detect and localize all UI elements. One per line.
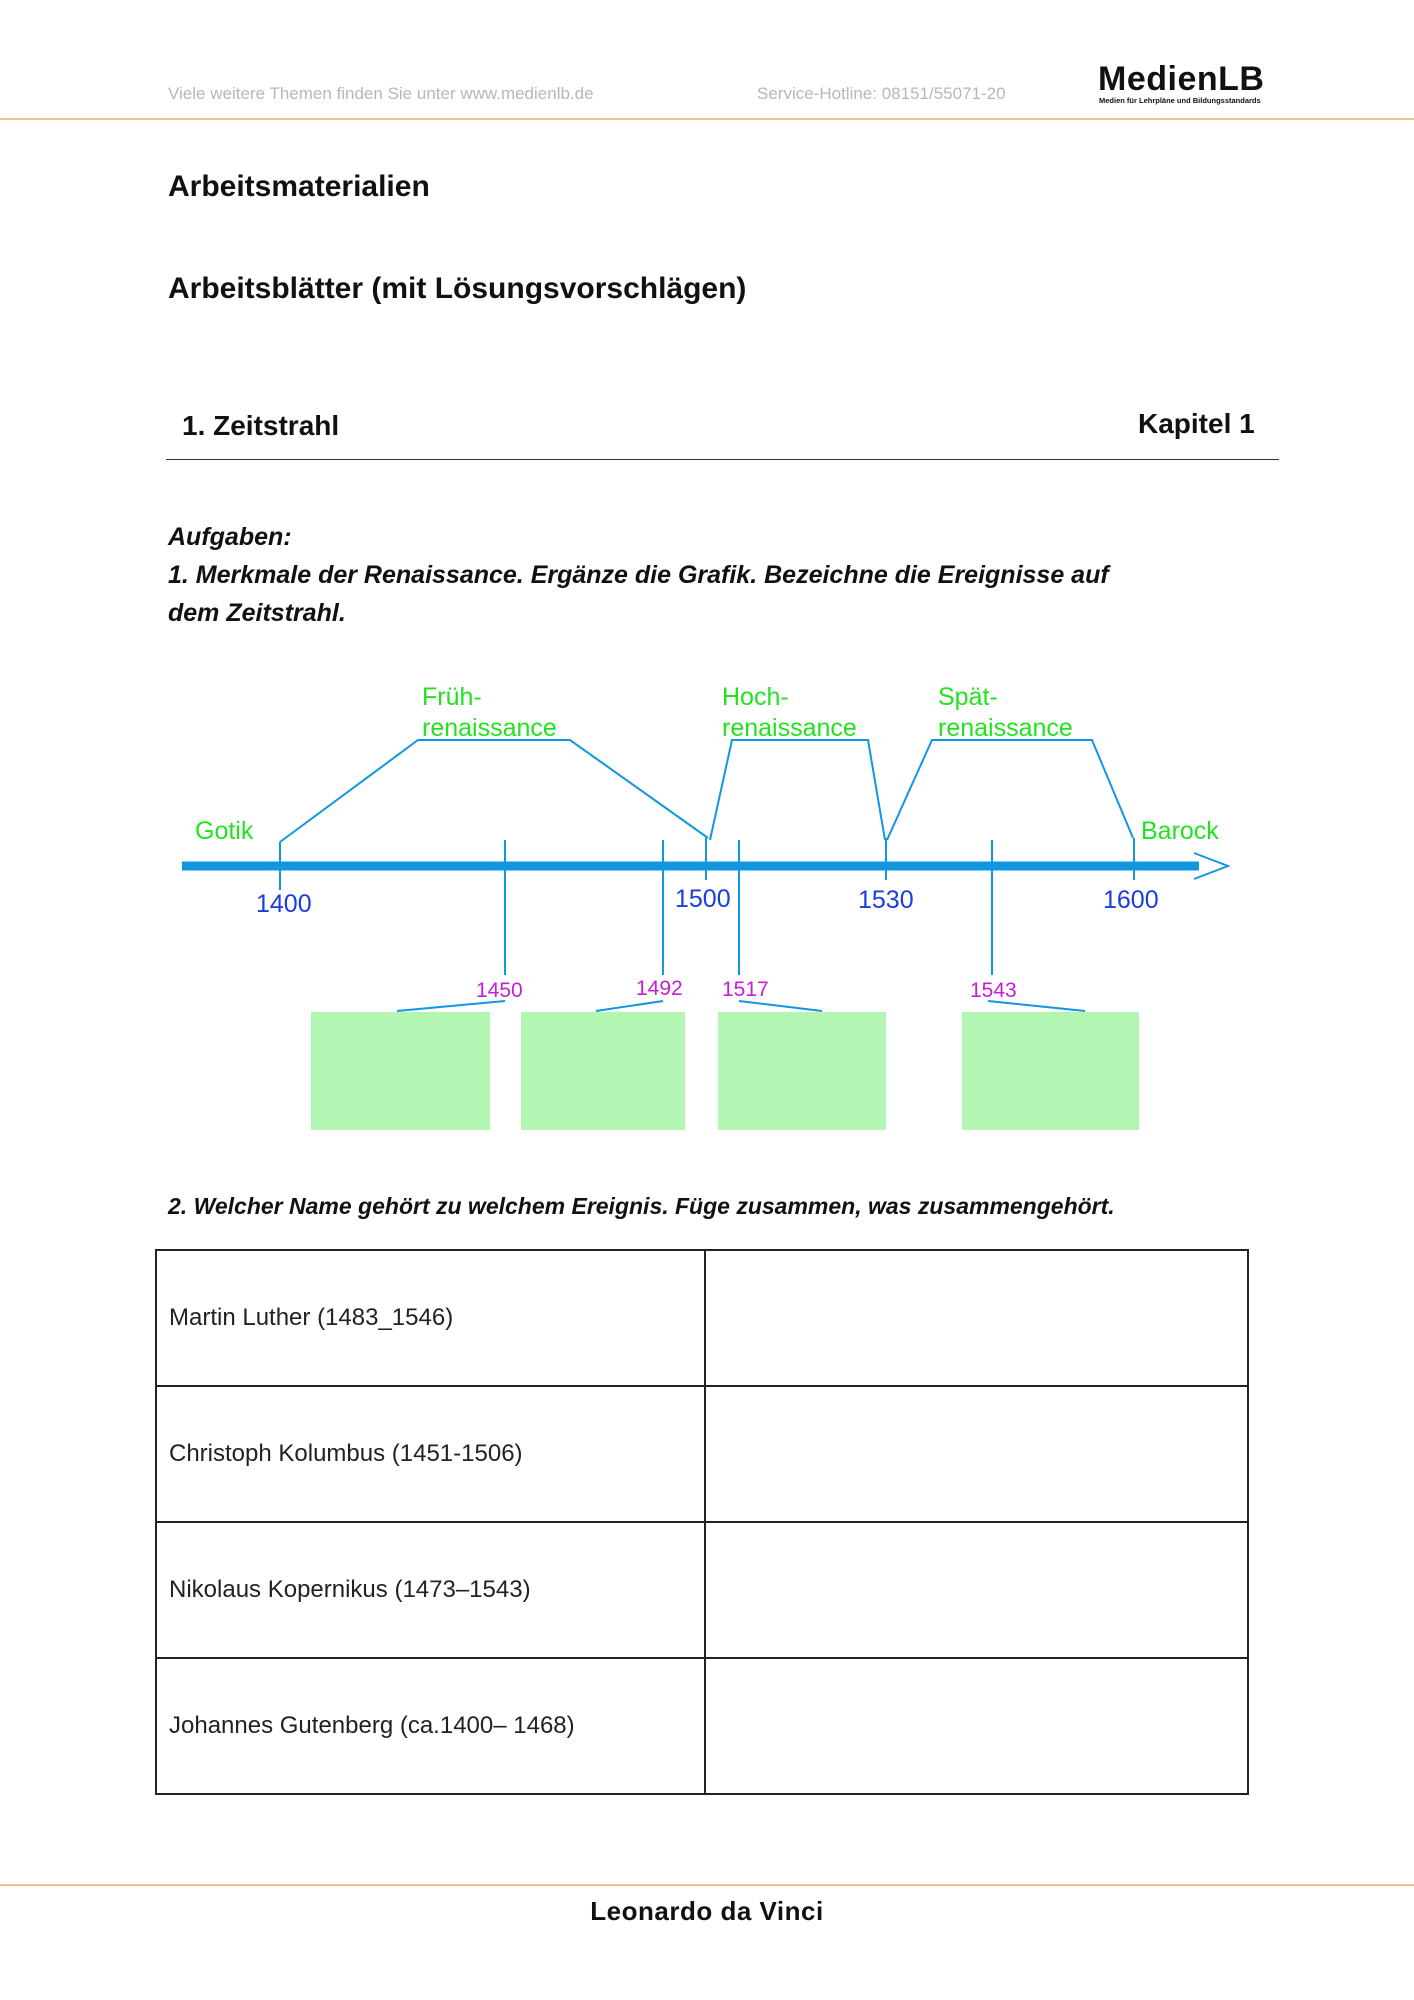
connector-1543 [988, 1001, 1085, 1011]
answer-cell[interactable] [705, 1250, 1248, 1386]
answer-box-1543 [962, 1012, 1139, 1130]
epoch-gotik: Gotik [195, 817, 254, 845]
period-frueh-line2: renaissance [422, 714, 557, 742]
matching-table [155, 1249, 1249, 1795]
event-1543: 1543 [970, 979, 1017, 1002]
event-1492: 1492 [636, 977, 683, 1000]
chapter-label: Kapitel 1 [1138, 408, 1255, 439]
name-cell: Martin Luther (1483_1546) [156, 1250, 705, 1386]
event-1450: 1450 [476, 979, 523, 1002]
period-frueh-line1: Früh- [422, 683, 482, 711]
year-1530: 1530 [858, 886, 914, 914]
bracket-spaetrenaissance [887, 740, 1133, 840]
heading-arbeitsmaterialien: Arbeitsmaterialien [168, 170, 430, 203]
heading-arbeitsblaetter: Arbeitsblätter (mit Lösungsvorschlägen) [168, 272, 747, 305]
task-label: Aufgaben: [168, 523, 292, 551]
table-row [156, 1250, 1248, 1386]
logo-tagline: Medien für Lehrpläne und Bildungsstandards [1099, 96, 1261, 105]
epoch-barock: Barock [1141, 817, 1219, 845]
connector-1492 [596, 1001, 663, 1011]
name-cell: Christoph Kolumbus (1451-1506) [156, 1386, 705, 1522]
answer-box-1517 [718, 1012, 886, 1130]
year-1600: 1600 [1103, 886, 1159, 914]
timeline-arrowhead [1194, 853, 1228, 879]
footer-title: Leonardo da Vinci [590, 1896, 824, 1926]
bracket-fruehrenaissance [280, 740, 708, 842]
answer-cell[interactable] [705, 1386, 1248, 1522]
answer-box-1492 [521, 1012, 685, 1130]
connector-1517 [739, 1001, 822, 1011]
table-row [156, 1658, 1248, 1794]
answer-cell[interactable] [705, 1658, 1248, 1794]
year-1500: 1500 [675, 885, 731, 913]
period-spaet-line1: Spät- [938, 683, 998, 711]
table-row [156, 1522, 1248, 1658]
period-spaet-line2: renaissance [938, 714, 1073, 742]
task1-line1: 1. Merkmale der Renaissance. Ergänze die Grafik. Bezeichne die Ereignisse auf [168, 561, 1109, 589]
period-hoch-line1: Hoch- [722, 683, 789, 711]
task2-text: 2. Welcher Name gehört zu welchem Ereignis. Füge zusammen, was zusammengehört. [168, 1193, 1115, 1219]
year-1400: 1400 [256, 890, 312, 918]
bracket-hochrenaissance [710, 740, 885, 840]
header-hotline-text: Service-Hotline: 08151/55071-20 [757, 84, 1006, 103]
event-1517: 1517 [722, 978, 769, 1001]
answer-box-1450 [311, 1012, 490, 1130]
name-cell: Nikolaus Kopernikus (1473–1543) [156, 1522, 705, 1658]
period-labels [195, 683, 1219, 845]
section-title: 1. Zeitstrahl [182, 410, 340, 441]
table-row [156, 1386, 1248, 1522]
header-website-text: Viele weitere Themen finden Sie unter www.medienlb.de [168, 84, 594, 103]
footer-divider [0, 1884, 1414, 1886]
answer-cell[interactable] [705, 1522, 1248, 1658]
period-hoch-line2: renaissance [722, 714, 857, 742]
connector-1450 [397, 1001, 505, 1011]
task1-line2: dem Zeitstrahl. [168, 599, 346, 627]
name-cell: Johannes Gutenberg (ca.1400– 1468) [156, 1658, 705, 1794]
medienlb-logo: MedienLB [1098, 60, 1265, 98]
